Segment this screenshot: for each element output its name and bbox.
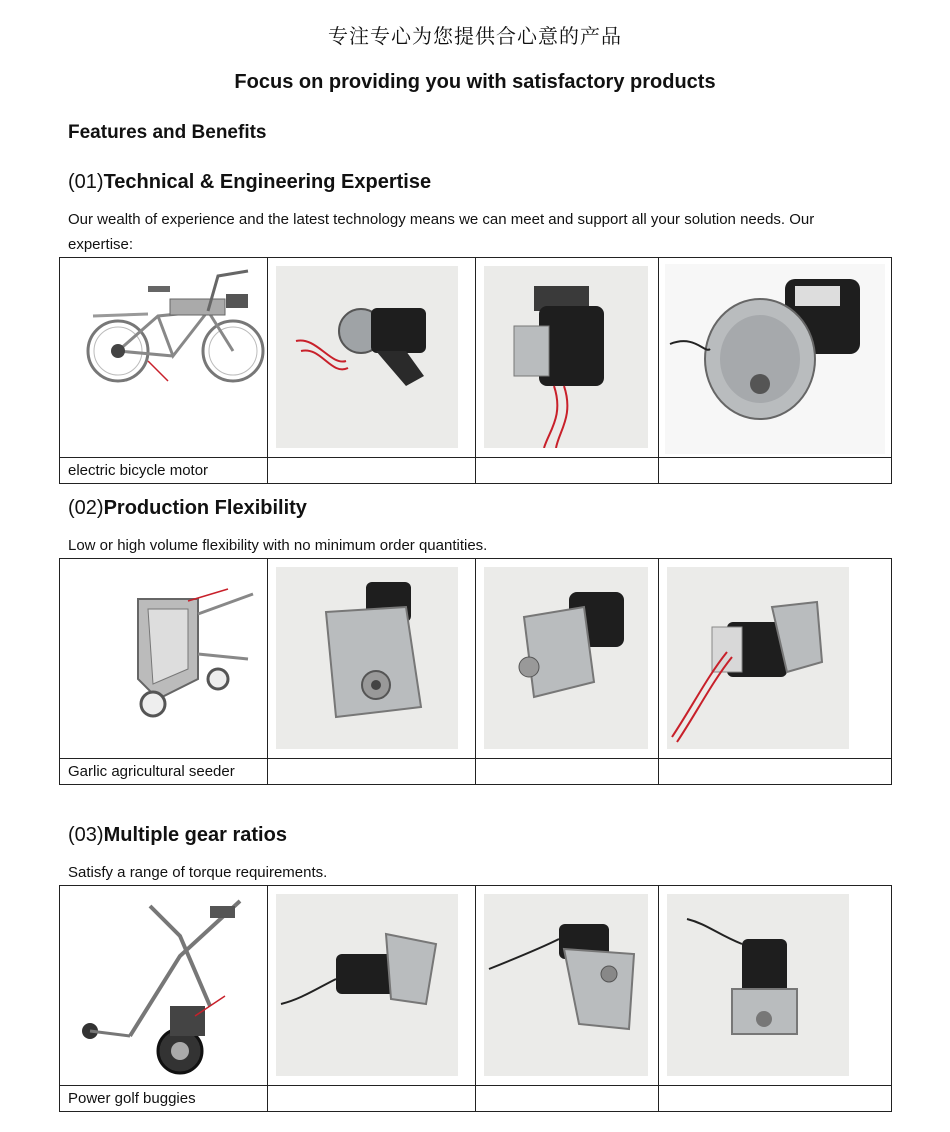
section-title: Production Flexibility [103,497,307,519]
section-description-02: Low or high volume flexibility with no minimum order quantities. [68,537,488,554]
motor-photo-9 [659,886,892,1086]
gear-motor-image [484,567,648,749]
motor-photo-1 [268,258,476,458]
application-image-seeder [60,559,268,759]
page-title-chinese: 专注专心为您提供合心意的产品 [328,24,622,48]
application-caption-02: Garlic agricultural seeder [60,759,268,785]
application-caption-03: Power golf buggies [60,1086,268,1112]
section-heading-01 [68,171,431,194]
gear-motor-image [276,266,458,448]
motor-photo-6 [659,559,892,759]
motor-photo-2 [476,258,659,458]
section-number: (03) [68,824,104,846]
section-description-01: Our wealth of experience and the latest technology means we can meet and support all your solution needs. Our expertise: [68,211,815,253]
gear-motor-image [484,266,648,448]
motor-photo-7 [268,886,476,1086]
image-table-02 [59,558,892,785]
image-table-03 [59,885,892,1112]
application-image-golf-buggy [60,886,268,1086]
motor-photo-5 [476,559,659,759]
electric-bicycle-illustration [78,266,268,396]
section-heading-02 [68,497,307,520]
gear-motor-image [484,894,648,1076]
application-image-bicycle [60,258,268,458]
section-number: (01) [68,171,104,193]
section-heading-03 [68,824,287,847]
gear-motor-image [276,567,458,749]
gear-motor-image [665,264,885,454]
golf-buggy-illustration [70,896,260,1076]
agricultural-seeder-illustration [78,579,258,729]
section-number: (02) [68,497,104,519]
section-description-03: Satisfy a range of torque requirements. [68,864,328,881]
section-title: Technical & Engineering Expertise [103,171,432,193]
gear-motor-image [667,894,849,1076]
application-caption-01: electric bicycle motor [60,458,268,484]
image-table-01 [59,257,892,484]
motor-photo-8 [476,886,659,1086]
features-heading: Features and Benefits [68,122,267,143]
motor-photo-4 [268,559,476,759]
motor-photo-3 [659,258,892,458]
page-title-english: Focus on providing you with satisfactory products [234,71,716,93]
gear-motor-image [667,567,849,749]
section-title: Multiple gear ratios [103,824,287,846]
gear-motor-image [276,894,458,1076]
